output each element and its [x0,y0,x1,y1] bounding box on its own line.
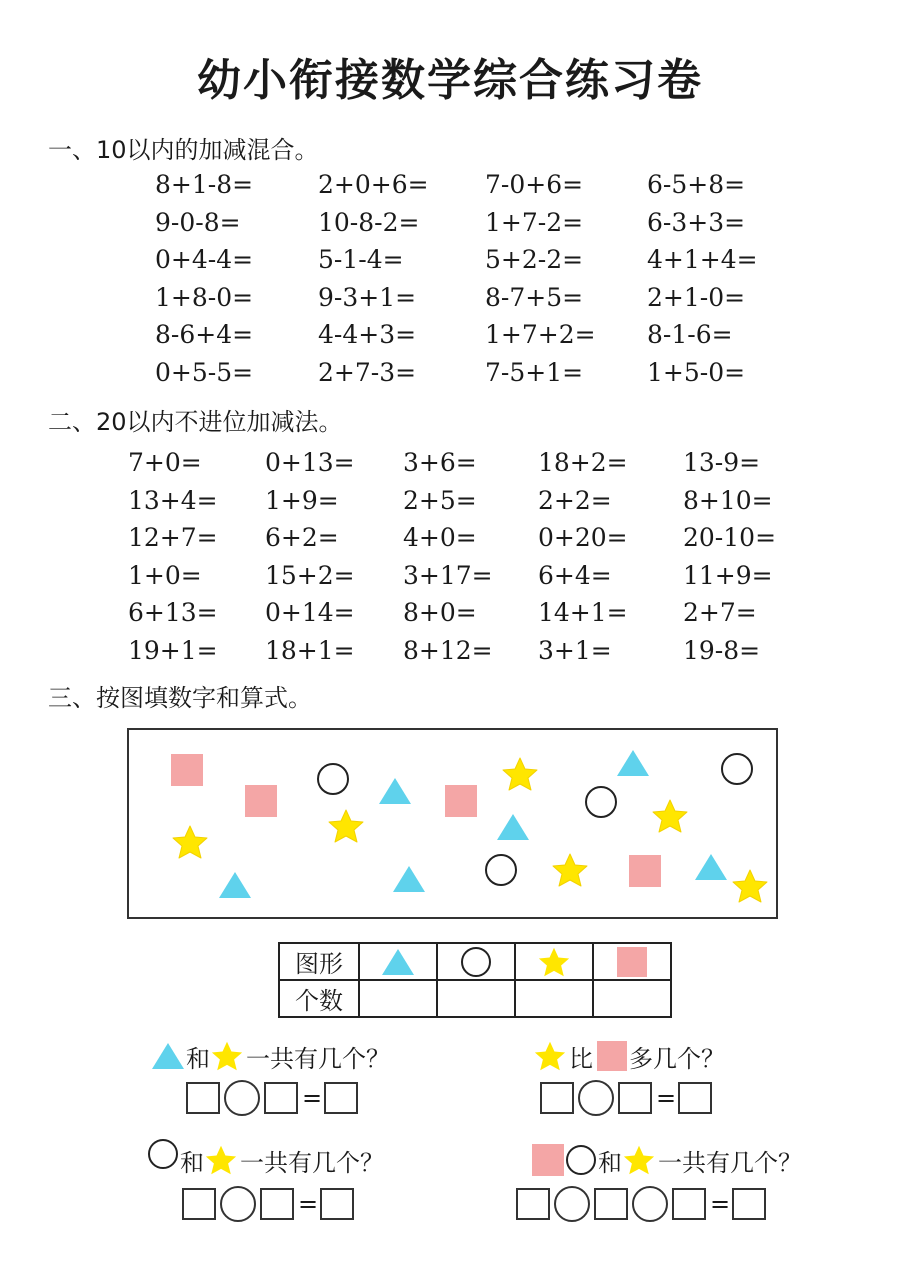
triangle-header [359,943,437,980]
arithmetic-problem: 0+14= [265,598,355,627]
section2-heading: 二、20以内不进位加减法。 [48,408,343,436]
circle-icon [721,753,753,785]
circle-count-cell[interactable] [437,980,515,1017]
arithmetic-problem: 1+0= [128,560,202,590]
answer-box[interactable] [264,1082,298,1114]
arithmetic-problem: 10-8-2= [318,207,420,237]
question-1 [152,1036,390,1076]
operator-circle[interactable] [554,1186,590,1222]
yellow-star-icon [651,798,689,834]
circle-icon [461,947,491,977]
arithmetic-problem: 5-1-4= [318,245,404,274]
arithmetic-problem: 1+5-0= [647,357,746,387]
arithmetic-problem: 2+0+6= [318,170,429,199]
arithmetic-problem: 18+1= [265,635,355,665]
yellow-star-icon [622,1144,656,1176]
arithmetic-problem: 11+9= [683,560,773,590]
pink-square-icon [532,1144,564,1176]
section1-problems [155,166,787,391]
square-count-cell[interactable] [593,980,671,1017]
equals-sign: = [656,1084,677,1112]
yellow-star-icon [551,852,589,888]
arithmetic-problem: 2+5= [403,485,477,515]
circle-icon [585,786,617,818]
arithmetic-problem: 4+1+4= [647,245,758,274]
question-3 [148,1140,384,1180]
question-4-connector: 和 [598,1148,622,1177]
question-2-connector: 比 [569,1044,593,1073]
worksheet-title: 幼小衔接数学综合练习卷 [197,55,703,106]
question-2-text: 多几个？ [629,1044,725,1073]
question-3-text: 一共有几个？ [240,1148,384,1177]
operator-circle[interactable] [224,1080,260,1116]
arithmetic-problem: 8+12= [403,635,493,665]
yellow-star-icon [731,868,769,904]
arithmetic-problem: 12+7= [128,523,218,552]
shape-picture-box [127,728,778,919]
blue-triangle-icon [617,750,649,776]
arithmetic-problem: 13+4= [128,485,218,515]
arithmetic-problem: 9-0-8= [155,207,241,237]
answer-box[interactable] [540,1082,574,1114]
arithmetic-problem: 8-1-6= [647,320,733,349]
circle-header [437,943,515,980]
arithmetic-problem: 5+2-2= [485,245,584,274]
section3-heading: 三、按图填数字和算式。 [48,684,312,712]
shape-count-table [278,942,672,1018]
arithmetic-problem: 2+2= [538,485,612,515]
shape-row [279,943,671,980]
answer-equation-4 [516,1186,766,1222]
arithmetic-problem: 7-5+1= [485,357,584,387]
operator-circle[interactable] [220,1186,256,1222]
yellow-star-icon [204,1144,238,1176]
arithmetic-problem: 1+9= [265,485,339,515]
arithmetic-problem: 8+10= [683,485,773,515]
answer-box[interactable] [320,1188,354,1220]
square-header [593,943,671,980]
equals-sign: = [298,1190,319,1218]
section1-heading: 一、10以内的加减混合。 [48,136,319,164]
arithmetic-problem: 0+4-4= [155,245,254,274]
answer-box[interactable] [260,1188,294,1220]
row-label-shape: 图形 [279,943,359,980]
question-4-text: 一共有几个？ [658,1148,802,1177]
pink-square-icon [617,947,647,977]
answer-box[interactable] [594,1188,628,1220]
blue-triangle-icon [219,872,251,898]
yellow-star-icon [210,1040,244,1072]
answer-box[interactable] [324,1082,358,1114]
pink-square-icon [245,785,277,817]
row-label-count: 个数 [279,980,359,1017]
triangle-count-cell[interactable] [359,980,437,1017]
arithmetic-problem: 3+6= [403,448,477,477]
pink-square-icon [597,1041,627,1071]
arithmetic-problem: 8+0= [403,598,477,627]
question-1-text: 一共有几个？ [246,1044,390,1073]
star-count-cell[interactable] [515,980,593,1017]
yellow-star-icon [171,824,209,860]
arithmetic-problem: 7-0+6= [485,170,584,199]
arithmetic-problem: 3+17= [403,560,493,590]
arithmetic-problem: 20-10= [683,523,777,552]
operator-circle[interactable] [578,1080,614,1116]
arithmetic-problem: 19-8= [683,635,761,665]
count-row [279,980,671,1017]
pink-square-icon [171,754,203,786]
arithmetic-problem: 19+1= [128,635,218,665]
star-header [515,943,593,980]
arithmetic-problem: 18+2= [538,448,628,477]
yellow-star-icon [501,756,539,792]
answer-box[interactable] [618,1082,652,1114]
answer-box[interactable] [678,1082,712,1114]
arithmetic-problem: 8-7+5= [485,282,584,312]
blue-triangle-icon [379,778,411,804]
arithmetic-problem: 6-5+8= [647,170,746,199]
arithmetic-problem: 0+20= [538,523,628,552]
operator-circle[interactable] [632,1186,668,1222]
arithmetic-problem: 13-9= [683,448,761,477]
answer-box[interactable] [732,1188,766,1220]
arithmetic-problem: 6+13= [128,598,218,627]
question-3-connector: 和 [180,1148,204,1177]
circle-icon [566,1145,596,1175]
arithmetic-problem: 7+0= [128,448,202,477]
arithmetic-problem: 2+1-0= [647,282,746,312]
arithmetic-problem: 2+7-3= [318,357,417,387]
arithmetic-problem: 9-3+1= [318,282,417,312]
answer-equation-2 [540,1080,712,1116]
yellow-star-icon [327,808,365,844]
blue-triangle-icon [152,1043,184,1069]
arithmetic-problem: 8+1-8= [155,170,254,199]
arithmetic-problem: 1+7-2= [485,207,584,237]
arithmetic-problem: 2+7= [683,598,757,627]
equals-sign: = [710,1190,731,1218]
circle-icon [317,763,349,795]
equals-sign: = [302,1084,323,1112]
arithmetic-problem: 15+2= [265,560,355,590]
blue-triangle-icon [497,814,529,840]
blue-triangle-icon [393,866,425,892]
arithmetic-problem: 14+1= [538,598,628,627]
circle-icon [148,1139,178,1169]
answer-box[interactable] [672,1188,706,1220]
answer-equation-1 [186,1080,358,1116]
question-2 [533,1036,725,1076]
circle-icon [485,854,517,886]
arithmetic-problem: 4+0= [403,523,477,552]
answer-box[interactable] [516,1188,550,1220]
answer-box[interactable] [182,1188,216,1220]
arithmetic-problem: 6+2= [265,523,339,552]
blue-triangle-icon [695,854,727,880]
yellow-star-icon [533,1040,567,1072]
arithmetic-problem: 6+4= [538,560,612,590]
yellow-star-icon [536,946,572,978]
arithmetic-problem: 8-6+4= [155,320,254,349]
question-1-connector: 和 [186,1044,210,1073]
arithmetic-problem: 1+7+2= [485,320,596,349]
arithmetic-problem: 4-4+3= [318,320,417,349]
pink-square-icon [629,855,661,887]
answer-equation-3 [182,1186,354,1222]
blue-triangle-icon [382,949,414,975]
arithmetic-problem: 3+1= [538,635,612,665]
arithmetic-problem: 6-3+3= [647,207,746,237]
pink-square-icon [445,785,477,817]
answer-box[interactable] [186,1082,220,1114]
section2-problems [128,444,803,669]
arithmetic-problem: 1+8-0= [155,282,254,312]
arithmetic-problem: 0+13= [265,448,355,477]
arithmetic-problem: 0+5-5= [155,357,254,387]
question-4 [532,1140,802,1180]
